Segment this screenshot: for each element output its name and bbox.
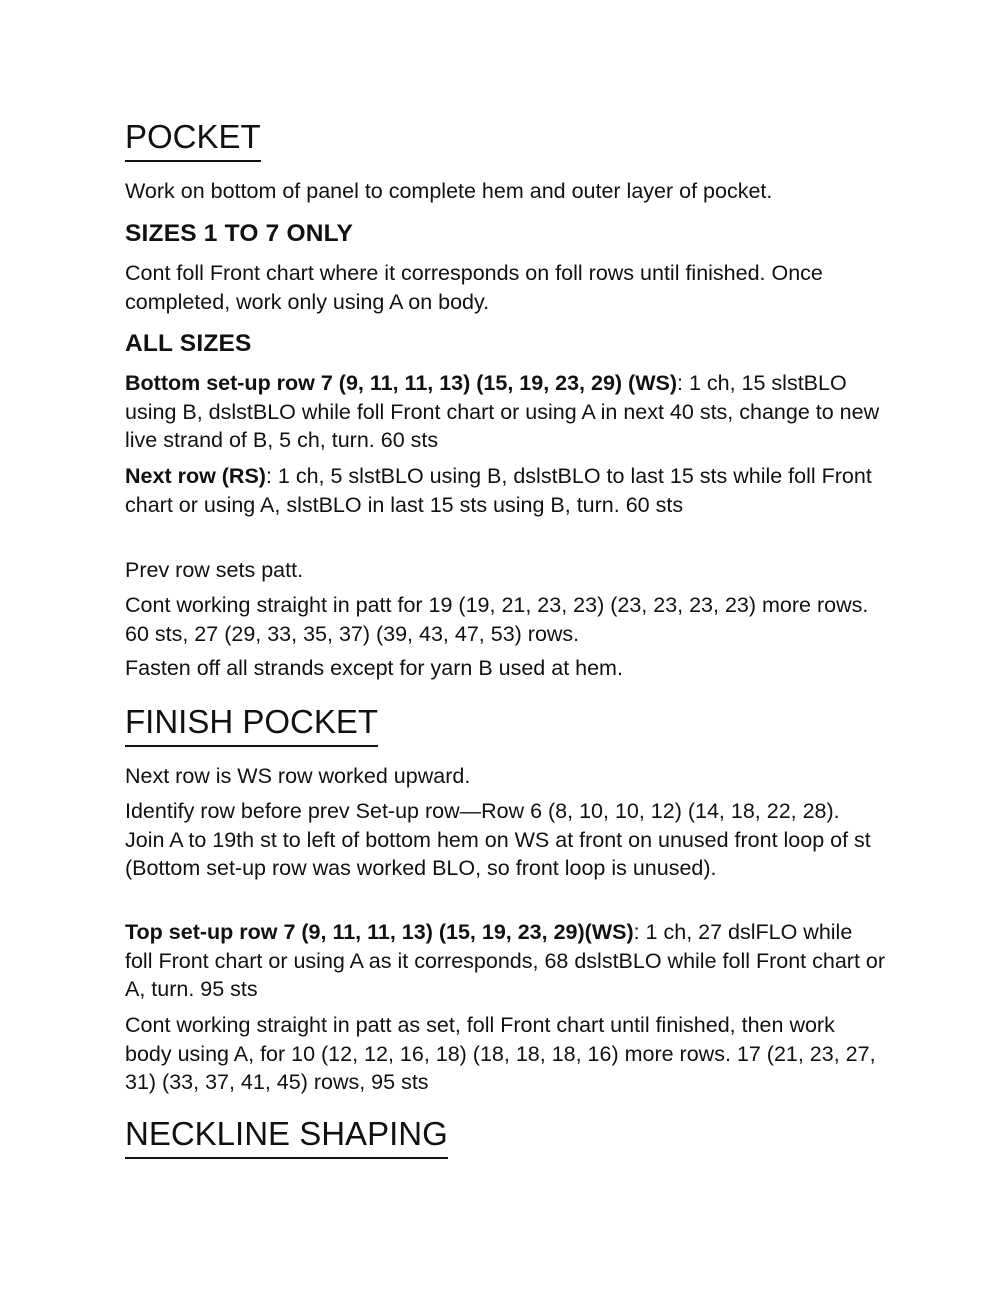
cont-working-pocket-text: Cont working straight in patt for 19 (19, 21, 23, 23) (23, 23, 23, 23) more rows. 60 sts, 27 (29, 33, 35, 37) (39, 43, 47, 53) rows. <box>125 593 869 646</box>
finish-next-row-text: Next row is WS row worked upward. <box>125 764 471 788</box>
all-sizes-heading: ALL SIZES <box>125 330 252 357</box>
finish-pocket-heading: FINISH POCKET <box>125 703 378 747</box>
cont-working-finish-text: Cont working straight in patt as set, foll Front chart until finished, then work body using A, for 10 (12, 12, 16, 18) (18, 18, 18, 16) more rows. 17 (21, 23, 27, 31) (33, 37, 41, 45) rows, 95 sts <box>125 1013 876 1094</box>
pocket-intro: Work on bottom of panel to complete hem and outer layer of pocket. <box>125 179 773 203</box>
top-setup-row-text: : 1 ch, 27 dslFLO while foll Front chart or using A as it corresponds, 68 dslstBLO while foll Front chart or A, turn. 95 sts <box>125 920 886 1001</box>
bottom-setup-row-text: : 1 ch, 15 slstBLO using B, dslstBLO while foll Front chart or using A in next 40 sts, change to new live strand of B, 5 ch, turn. 60 sts <box>125 371 880 452</box>
bottom-setup-row-instruction <box>125 369 885 455</box>
prev-row-text: Prev row sets patt. <box>125 558 304 582</box>
next-row-rs-label: Next row (RS) <box>125 464 266 488</box>
fasten-off-text: Fasten off all strands except for yarn B used at hem. <box>125 656 623 680</box>
next-row-rs-instruction <box>125 462 885 519</box>
top-setup-row-label: Top set-up row 7 (9, 11, 11, 13) (15, 19, 23, 29)(WS) <box>125 920 634 944</box>
pocket-heading: POCKET <box>125 118 261 162</box>
neckline-shaping-heading: NECKLINE SHAPING <box>125 1115 448 1159</box>
identify-row-text: Identify row before prev Set-up row—Row 6 (8, 10, 10, 12) (14, 18, 22, 28). Join A to 19th st to left of bottom hem on WS at front on unused front loop of st (Bottom set-up row was worked BLO, so front loop is unused). <box>125 799 871 880</box>
next-row-rs-text: : 1 ch, 5 slstBLO using B, dslstBLO to last 15 sts while foll Front chart or using A, slstBLO in last 15 sts using B, turn. 60 sts <box>125 464 872 517</box>
bottom-setup-row-label: Bottom set-up row 7 (9, 11, 11, 13) (15, 19, 23, 29) (WS) <box>125 371 678 395</box>
top-setup-row-instruction <box>125 918 885 1004</box>
sizes-1-to-7-text: Cont foll Front chart where it corresponds on foll rows until finished. Once completed, work only using A on body. <box>125 261 823 314</box>
sizes-1-to-7-heading: SIZES 1 TO 7 ONLY <box>125 220 354 247</box>
